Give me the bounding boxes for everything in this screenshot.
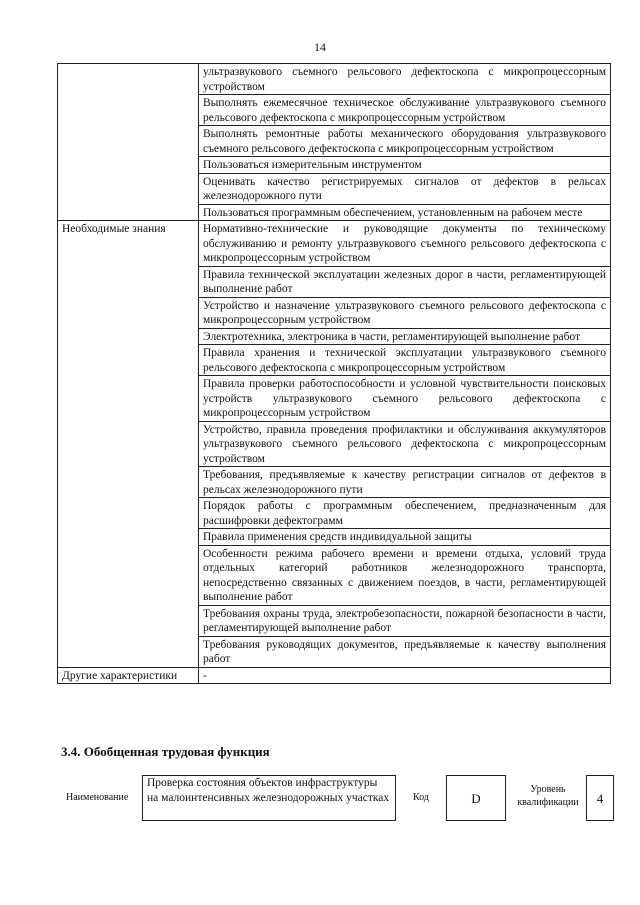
table-cell: Порядок работы с программным обеспечением, предназначенным для расшифровки дефектограмм bbox=[199, 498, 611, 529]
generalized-function-block bbox=[62, 772, 622, 824]
table-cell: Пользоваться измерительным инструментом bbox=[199, 157, 611, 174]
table-cell: Требования, предъявляемые к качеству регистрации сигналов от дефектов в рельсах железнодорожного пути bbox=[199, 467, 611, 498]
table-cell: Устройство и назначение ультразвукового съемного рельсового дефектоскопа с микропроцессорным устройством bbox=[199, 297, 611, 328]
table-cell: Правила применения средств индивидуальной защиты bbox=[199, 529, 611, 546]
table-cell: Выполнять ежемесячное техническое обслуживание ультразвукового съемного рельсового дефектоскопа с микропроцессорным устройством bbox=[199, 95, 611, 126]
table-row bbox=[58, 64, 611, 95]
table-row bbox=[58, 667, 611, 684]
table-cell: Требования руководящих документов, предъявляемые к качеству выполнения работ bbox=[199, 636, 611, 667]
table-row bbox=[58, 221, 611, 267]
table-cell: Требования охраны труда, электробезопасности, пожарной безопасности в части, регламентирующей выполнение работ bbox=[199, 605, 611, 636]
table-cell: Оценивать качество регистрируемых сигналов от дефектов в рельсах железнодорожного пути bbox=[199, 173, 611, 204]
table-cell: Особенности режима рабочего времени и времени отдыха, условий труда отдельных категорий работников железнодорожного транспорта, непосредственно связанных с движением поездов, в части, регламентирующей выполнение работ bbox=[199, 545, 611, 605]
other-characteristics-value: - bbox=[199, 667, 611, 684]
table-cell: Правила проверки работоспособности и условной чувствительности поисковых устройств ультразвукового съемного рельсового дефектоскопа с микропроцессорным устройством bbox=[199, 376, 611, 422]
qualification-level-value: 4 bbox=[586, 775, 614, 821]
code-label: Код bbox=[413, 792, 429, 803]
section-title: 3.4. Обобщенная трудовая функция bbox=[61, 744, 270, 759]
empty-label-cell bbox=[58, 64, 199, 221]
code-value: D bbox=[446, 775, 506, 821]
table-cell: Правила хранения и технической эксплуатации ультразвукового съемного рельсового дефектоскопа с микропроцессорным устройством bbox=[199, 345, 611, 376]
other-characteristics-label: Другие характеристики bbox=[58, 667, 199, 684]
page-number: 14 bbox=[314, 40, 326, 54]
name-value: Проверка состояния объектов инфраструктуры на малоинтенсивных железнодорожных участках bbox=[142, 775, 396, 821]
name-label: Наименование bbox=[66, 792, 129, 803]
table-cell: Пользоваться программным обеспечением, установленным на рабочем месте bbox=[199, 204, 611, 221]
knowledge-label: Необходимые знания bbox=[58, 221, 199, 668]
table-cell: Правила технической эксплуатации железных дорог в части, регламентирующей выполнение работ bbox=[199, 266, 611, 297]
qualification-level-label: Уровень квалификации bbox=[517, 784, 579, 808]
table-cell: Выполнять ремонтные работы механического оборудования ультразвукового съемного рельсового дефектоскопа с микропроцессорным устройством bbox=[199, 126, 611, 157]
table-cell: Электротехника, электроника в части, регламентирующей выполнение работ bbox=[199, 328, 611, 345]
table-cell: Нормативно-технические и руководящие документы по техническому обслуживанию и ремонту ультразвукового съемного рельсового дефектоскопа с микропроцессорным устройством bbox=[199, 221, 611, 267]
table-cell: Устройство, правила проведения профилактики и обслуживания аккумуляторов ультразвукового съемного рельсового дефектоскопа с микропроцессорным устройством bbox=[199, 421, 611, 467]
table-cell: ультразвукового съемного рельсового дефектоскопа с микропроцессорным устройством bbox=[199, 64, 611, 95]
requirements-table bbox=[57, 63, 611, 684]
